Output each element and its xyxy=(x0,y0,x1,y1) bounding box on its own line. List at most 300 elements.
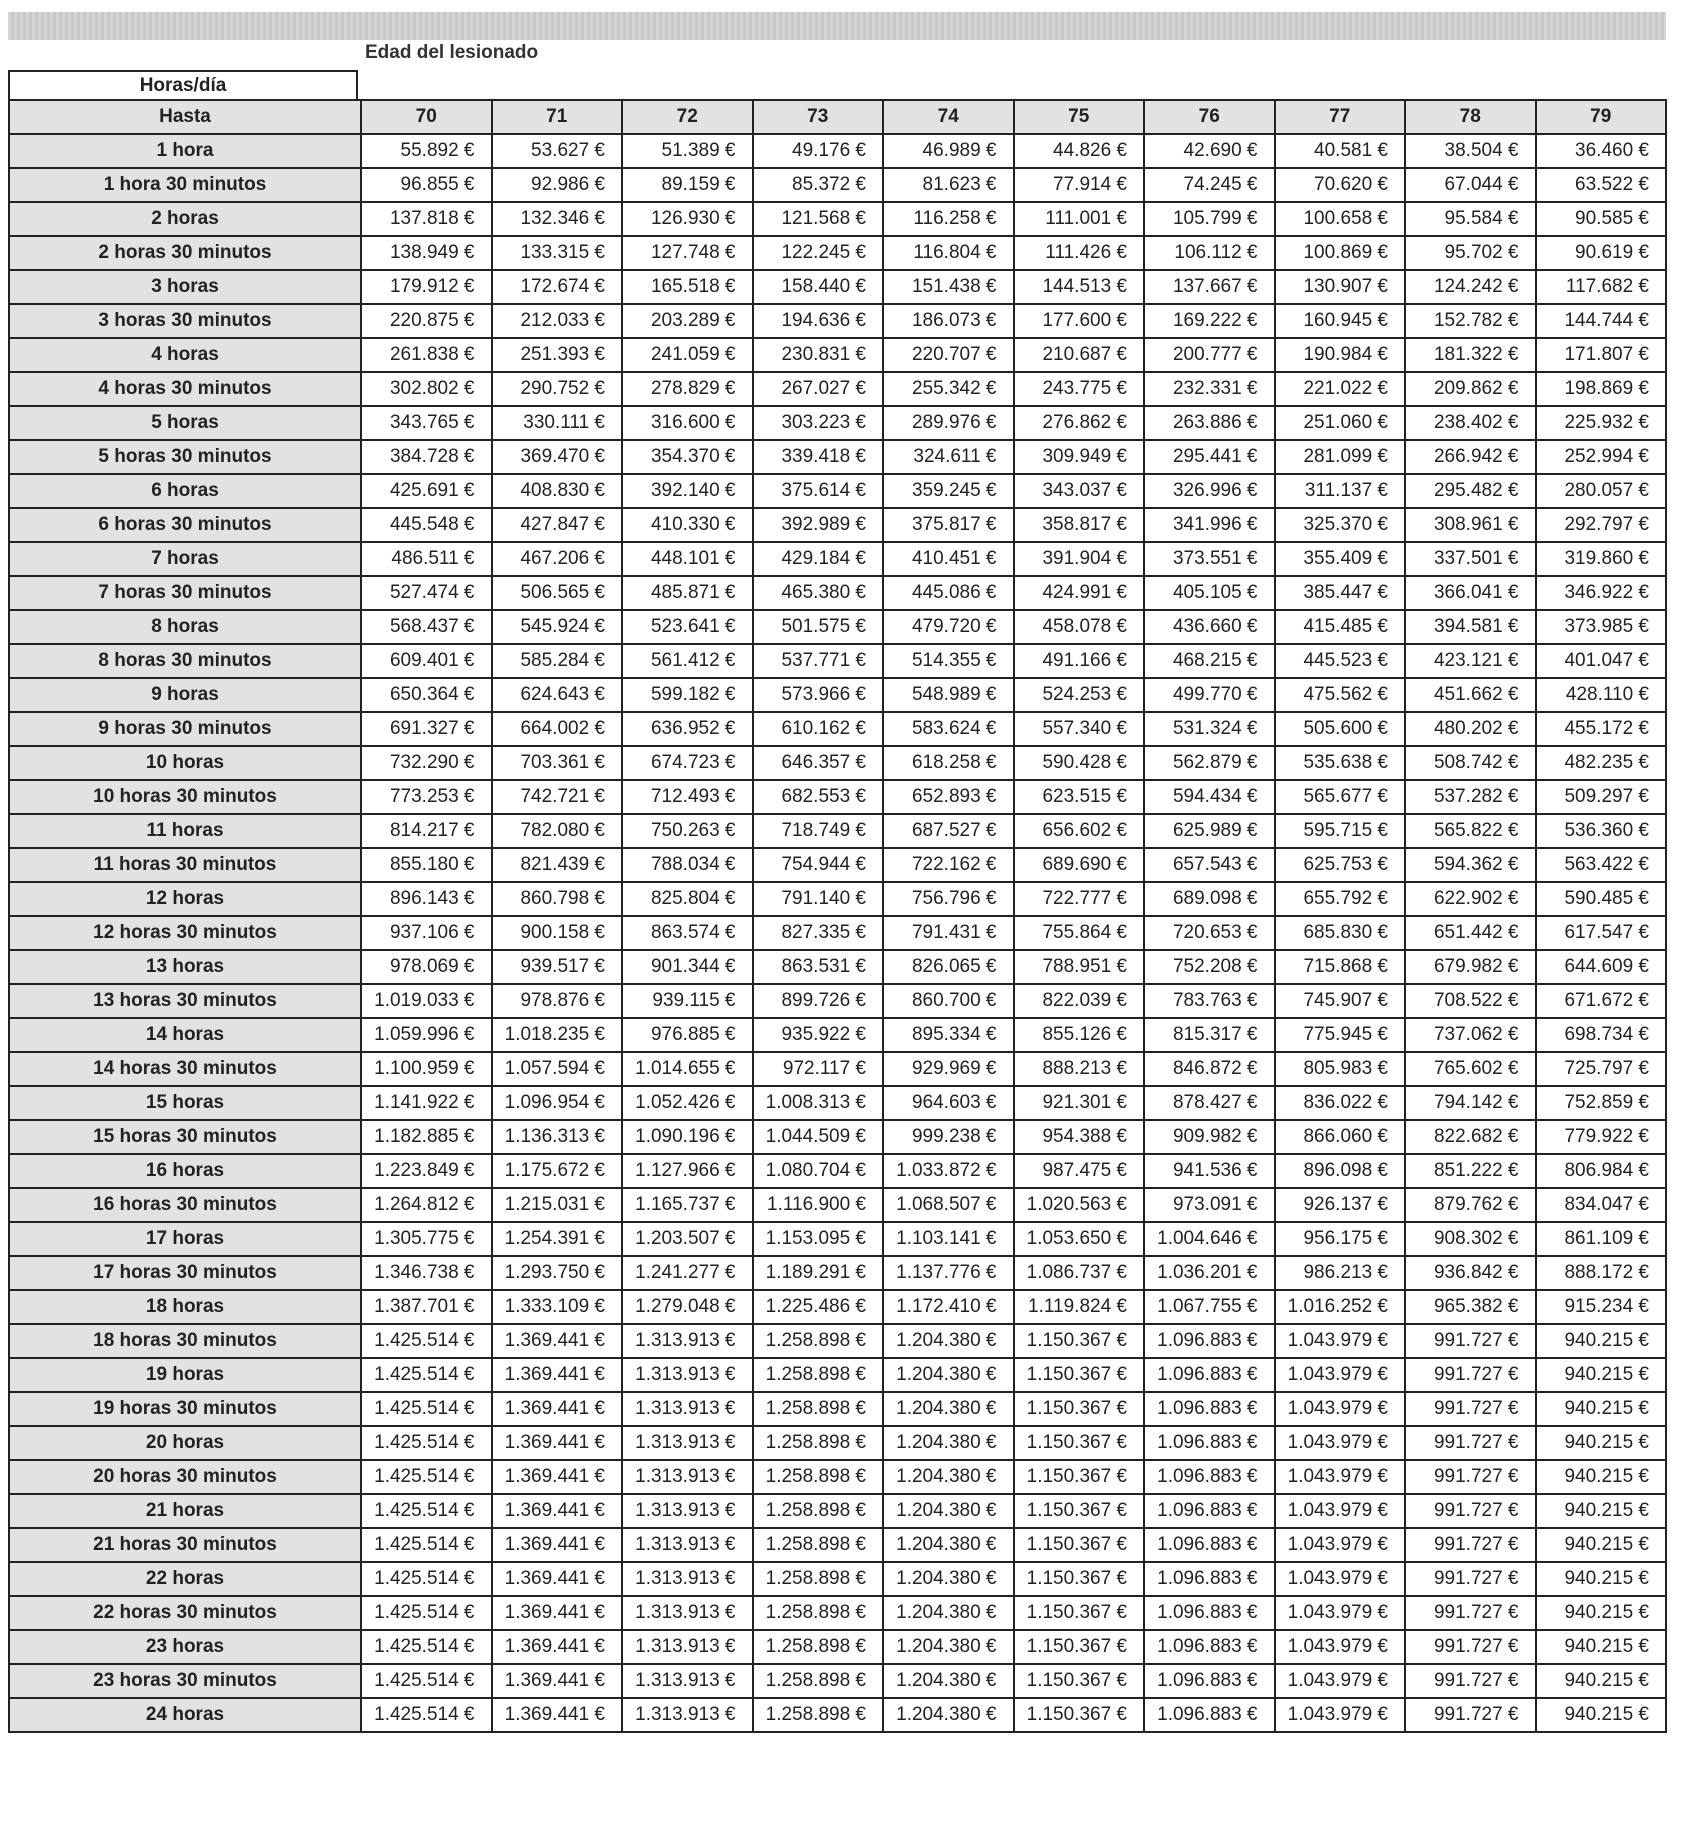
amount-cell: 712.493 € xyxy=(622,780,753,814)
amount-cell: 220.875 € xyxy=(361,304,492,338)
amount-cell: 1.425.514 € xyxy=(361,1392,492,1426)
amount-cell: 42.690 € xyxy=(1144,134,1275,168)
amount-cell: 1.150.367 € xyxy=(1014,1460,1145,1494)
amount-cell: 531.324 € xyxy=(1144,712,1275,746)
amount-cell: 445.523 € xyxy=(1275,644,1406,678)
table-row xyxy=(9,1630,1666,1664)
amount-cell: 221.022 € xyxy=(1275,372,1406,406)
table-row xyxy=(9,1086,1666,1120)
amount-cell: 1.150.367 € xyxy=(1014,1664,1145,1698)
amount-cell: 1.080.704 € xyxy=(753,1154,884,1188)
table-row xyxy=(9,712,1666,746)
amount-cell: 1.204.380 € xyxy=(883,1358,1014,1392)
amount-cell: 63.522 € xyxy=(1536,168,1667,202)
amount-cell: 46.989 € xyxy=(883,134,1014,168)
amount-cell: 1.036.201 € xyxy=(1144,1256,1275,1290)
amount-cell: 687.527 € xyxy=(883,814,1014,848)
amount-cell: 280.057 € xyxy=(1536,474,1667,508)
amount-cell: 391.904 € xyxy=(1014,542,1145,576)
amount-cell: 225.932 € xyxy=(1536,406,1667,440)
amount-cell: 491.166 € xyxy=(1014,644,1145,678)
amount-cell: 252.994 € xyxy=(1536,440,1667,474)
amount-cell: 1.043.979 € xyxy=(1275,1596,1406,1630)
amount-cell: 51.389 € xyxy=(622,134,753,168)
amount-cell: 261.838 € xyxy=(361,338,492,372)
amount-cell: 241.059 € xyxy=(622,338,753,372)
amount-cell: 1.258.898 € xyxy=(753,1358,884,1392)
amount-cell: 486.511 € xyxy=(361,542,492,576)
amount-cell: 1.189.291 € xyxy=(753,1256,884,1290)
amount-cell: 1.425.514 € xyxy=(361,1358,492,1392)
amount-cell: 940.215 € xyxy=(1536,1324,1667,1358)
amount-cell: 1.150.367 € xyxy=(1014,1324,1145,1358)
amount-cell: 860.700 € xyxy=(883,984,1014,1018)
amount-cell: 644.609 € xyxy=(1536,950,1667,984)
amount-cell: 815.317 € xyxy=(1144,1018,1275,1052)
amount-cell: 986.213 € xyxy=(1275,1256,1406,1290)
amount-cell: 1.103.141 € xyxy=(883,1222,1014,1256)
amount-cell: 708.522 € xyxy=(1405,984,1536,1018)
table-row xyxy=(9,440,1666,474)
amount-cell: 908.302 € xyxy=(1405,1222,1536,1256)
row-label: 21 horas xyxy=(9,1494,361,1528)
amount-cell: 991.727 € xyxy=(1405,1460,1536,1494)
amount-cell: 117.682 € xyxy=(1536,270,1667,304)
amount-cell: 410.451 € xyxy=(883,542,1014,576)
amount-cell: 689.098 € xyxy=(1144,882,1275,916)
amount-cell: 303.223 € xyxy=(753,406,884,440)
amount-cell: 674.723 € xyxy=(622,746,753,780)
amount-cell: 1.033.872 € xyxy=(883,1154,1014,1188)
amount-cell: 121.568 € xyxy=(753,202,884,236)
amount-cell: 292.797 € xyxy=(1536,508,1667,542)
amount-cell: 565.822 € xyxy=(1405,814,1536,848)
amount-cell: 754.944 € xyxy=(753,848,884,882)
amount-cell: 779.922 € xyxy=(1536,1120,1667,1154)
amount-cell: 133.315 € xyxy=(492,236,623,270)
amount-cell: 794.142 € xyxy=(1405,1086,1536,1120)
amount-cell: 220.707 € xyxy=(883,338,1014,372)
amount-cell: 1.043.979 € xyxy=(1275,1392,1406,1426)
amount-cell: 263.886 € xyxy=(1144,406,1275,440)
amount-cell: 158.440 € xyxy=(753,270,884,304)
amount-cell: 1.016.252 € xyxy=(1275,1290,1406,1324)
amount-cell: 1.425.514 € xyxy=(361,1698,492,1732)
amount-cell: 1.086.737 € xyxy=(1014,1256,1145,1290)
amount-cell: 940.215 € xyxy=(1536,1494,1667,1528)
row-label: 8 horas 30 minutos xyxy=(9,644,361,678)
amount-cell: 1.313.913 € xyxy=(622,1596,753,1630)
row-label: 9 horas xyxy=(9,678,361,712)
table-row xyxy=(9,1460,1666,1494)
table-row xyxy=(9,1698,1666,1732)
amount-cell: 940.215 € xyxy=(1536,1460,1667,1494)
table-row xyxy=(9,848,1666,882)
row-label: 11 horas xyxy=(9,814,361,848)
amount-cell: 561.412 € xyxy=(622,644,753,678)
amount-cell: 973.091 € xyxy=(1144,1188,1275,1222)
amount-cell: 501.575 € xyxy=(753,610,884,644)
age-header: 71 xyxy=(492,100,623,134)
amount-cell: 1.043.979 € xyxy=(1275,1630,1406,1664)
row-label: 11 horas 30 minutos xyxy=(9,848,361,882)
amount-cell: 791.431 € xyxy=(883,916,1014,950)
amount-cell: 122.245 € xyxy=(753,236,884,270)
amount-cell: 276.862 € xyxy=(1014,406,1145,440)
amount-cell: 92.986 € xyxy=(492,168,623,202)
amount-cell: 563.422 € xyxy=(1536,848,1667,882)
amount-cell: 742.721 € xyxy=(492,780,623,814)
amount-cell: 1.425.514 € xyxy=(361,1596,492,1630)
amount-cell: 1.119.824 € xyxy=(1014,1290,1145,1324)
amount-cell: 991.727 € xyxy=(1405,1426,1536,1460)
amount-cell: 1.333.109 € xyxy=(492,1290,623,1324)
amount-cell: 664.002 € xyxy=(492,712,623,746)
row-label: 22 horas xyxy=(9,1562,361,1596)
amount-cell: 1.241.277 € xyxy=(622,1256,753,1290)
amount-cell: 485.871 € xyxy=(622,576,753,610)
age-header: 70 xyxy=(361,100,492,134)
table-row xyxy=(9,1188,1666,1222)
amount-cell: 311.137 € xyxy=(1275,474,1406,508)
amount-cell: 826.065 € xyxy=(883,950,1014,984)
amount-cell: 90.585 € xyxy=(1536,202,1667,236)
amount-cell: 976.885 € xyxy=(622,1018,753,1052)
amount-cell: 1.096.883 € xyxy=(1144,1664,1275,1698)
amount-cell: 698.734 € xyxy=(1536,1018,1667,1052)
amount-cell: 499.770 € xyxy=(1144,678,1275,712)
amount-cell: 392.140 € xyxy=(622,474,753,508)
age-header: 72 xyxy=(622,100,753,134)
amount-cell: 1.057.594 € xyxy=(492,1052,623,1086)
amount-cell: 392.989 € xyxy=(753,508,884,542)
amount-cell: 863.574 € xyxy=(622,916,753,950)
amount-cell: 384.728 € xyxy=(361,440,492,474)
amount-cell: 1.425.514 € xyxy=(361,1494,492,1528)
amount-cell: 186.073 € xyxy=(883,304,1014,338)
header-band xyxy=(8,12,1666,40)
amount-cell: 49.176 € xyxy=(753,134,884,168)
amount-cell: 1.127.966 € xyxy=(622,1154,753,1188)
amount-cell: 1.425.514 € xyxy=(361,1630,492,1664)
amount-cell: 1.150.367 € xyxy=(1014,1698,1145,1732)
amount-cell: 346.922 € xyxy=(1536,576,1667,610)
amount-cell: 752.859 € xyxy=(1536,1086,1667,1120)
amount-cell: 1.014.655 € xyxy=(622,1052,753,1086)
amount-cell: 1.258.898 € xyxy=(753,1426,884,1460)
amount-cell: 822.682 € xyxy=(1405,1120,1536,1154)
amount-cell: 1.258.898 € xyxy=(753,1664,884,1698)
amount-cell: 991.727 € xyxy=(1405,1596,1536,1630)
amount-cell: 337.501 € xyxy=(1405,542,1536,576)
row-label: 2 horas xyxy=(9,202,361,236)
amount-cell: 1.425.514 € xyxy=(361,1528,492,1562)
amount-cell: 646.357 € xyxy=(753,746,884,780)
row-label: 23 horas 30 minutos xyxy=(9,1664,361,1698)
amount-cell: 509.297 € xyxy=(1536,780,1667,814)
amount-cell: 100.869 € xyxy=(1275,236,1406,270)
table-row xyxy=(9,168,1666,202)
row-label: 17 horas 30 minutos xyxy=(9,1256,361,1290)
amount-cell: 505.600 € xyxy=(1275,712,1406,746)
amount-cell: 755.864 € xyxy=(1014,916,1145,950)
amount-cell: 1.150.367 € xyxy=(1014,1358,1145,1392)
table-row xyxy=(9,236,1666,270)
row-label: 23 horas xyxy=(9,1630,361,1664)
amount-cell: 636.952 € xyxy=(622,712,753,746)
amount-cell: 85.372 € xyxy=(753,168,884,202)
amount-cell: 138.949 € xyxy=(361,236,492,270)
amount-cell: 1.204.380 € xyxy=(883,1630,1014,1664)
amount-cell: 308.961 € xyxy=(1405,508,1536,542)
row-label: 10 horas 30 minutos xyxy=(9,780,361,814)
amount-cell: 465.380 € xyxy=(753,576,884,610)
amount-cell: 1.369.441 € xyxy=(492,1528,623,1562)
amount-cell: 652.893 € xyxy=(883,780,1014,814)
table-row xyxy=(9,746,1666,780)
amount-cell: 991.727 € xyxy=(1405,1630,1536,1664)
amount-cell: 909.982 € xyxy=(1144,1120,1275,1154)
row-label: 13 horas 30 minutos xyxy=(9,984,361,1018)
table-row xyxy=(9,474,1666,508)
amount-cell: 1.043.979 € xyxy=(1275,1664,1406,1698)
amount-cell: 373.551 € xyxy=(1144,542,1275,576)
amount-cell: 172.674 € xyxy=(492,270,623,304)
amount-cell: 1.090.196 € xyxy=(622,1120,753,1154)
row-label: 10 horas xyxy=(9,746,361,780)
amount-cell: 805.983 € xyxy=(1275,1052,1406,1086)
amount-cell: 324.611 € xyxy=(883,440,1014,474)
amount-cell: 715.868 € xyxy=(1275,950,1406,984)
amount-cell: 165.518 € xyxy=(622,270,753,304)
amount-cell: 929.969 € xyxy=(883,1052,1014,1086)
amount-cell: 524.253 € xyxy=(1014,678,1145,712)
amount-cell: 448.101 € xyxy=(622,542,753,576)
table-row xyxy=(9,202,1666,236)
amount-cell: 1.204.380 € xyxy=(883,1596,1014,1630)
amount-cell: 1.116.900 € xyxy=(753,1188,884,1222)
amount-cell: 900.158 € xyxy=(492,916,623,950)
amount-cell: 991.727 € xyxy=(1405,1698,1536,1732)
amount-cell: 1.150.367 € xyxy=(1014,1392,1145,1426)
amount-cell: 1.096.883 € xyxy=(1144,1426,1275,1460)
amount-cell: 590.428 € xyxy=(1014,746,1145,780)
amount-cell: 722.777 € xyxy=(1014,882,1145,916)
amount-cell: 583.624 € xyxy=(883,712,1014,746)
table-row xyxy=(9,1324,1666,1358)
amount-cell: 775.945 € xyxy=(1275,1018,1406,1052)
amount-cell: 821.439 € xyxy=(492,848,623,882)
row-label: 16 horas 30 minutos xyxy=(9,1188,361,1222)
amount-cell: 752.208 € xyxy=(1144,950,1275,984)
amount-cell: 940.215 € xyxy=(1536,1528,1667,1562)
amount-cell: 1.254.391 € xyxy=(492,1222,623,1256)
amount-cell: 999.238 € xyxy=(883,1120,1014,1154)
amount-cell: 655.792 € xyxy=(1275,882,1406,916)
amount-cell: 251.393 € xyxy=(492,338,623,372)
amount-cell: 888.213 € xyxy=(1014,1052,1145,1086)
amount-cell: 169.222 € xyxy=(1144,304,1275,338)
amount-cell: 825.804 € xyxy=(622,882,753,916)
amount-cell: 475.562 € xyxy=(1275,678,1406,712)
amount-cell: 1.043.979 € xyxy=(1275,1460,1406,1494)
amount-cell: 1.043.979 € xyxy=(1275,1426,1406,1460)
amount-cell: 1.137.776 € xyxy=(883,1256,1014,1290)
amount-cell: 863.531 € xyxy=(753,950,884,984)
amount-cell: 458.078 € xyxy=(1014,610,1145,644)
amount-cell: 1.369.441 € xyxy=(492,1426,623,1460)
amount-cell: 1.313.913 € xyxy=(622,1664,753,1698)
amount-cell: 339.418 € xyxy=(753,440,884,474)
amount-cell: 895.334 € xyxy=(883,1018,1014,1052)
amount-cell: 537.771 € xyxy=(753,644,884,678)
table-row xyxy=(9,1426,1666,1460)
amount-cell: 127.748 € xyxy=(622,236,753,270)
amount-cell: 238.402 € xyxy=(1405,406,1536,440)
amount-cell: 394.581 € xyxy=(1405,610,1536,644)
age-header: 77 xyxy=(1275,100,1406,134)
amount-cell: 152.782 € xyxy=(1405,304,1536,338)
amount-cell: 77.914 € xyxy=(1014,168,1145,202)
amount-cell: 358.817 € xyxy=(1014,508,1145,542)
amount-cell: 70.620 € xyxy=(1275,168,1406,202)
amount-cell: 940.215 € xyxy=(1536,1562,1667,1596)
amount-cell: 972.117 € xyxy=(753,1052,884,1086)
amount-cell: 1.204.380 € xyxy=(883,1664,1014,1698)
amount-cell: 375.614 € xyxy=(753,474,884,508)
amount-cell: 595.715 € xyxy=(1275,814,1406,848)
amount-cell: 354.370 € xyxy=(622,440,753,474)
amount-cell: 343.037 € xyxy=(1014,474,1145,508)
amount-cell: 1.204.380 € xyxy=(883,1392,1014,1426)
amount-cell: 1.096.883 € xyxy=(1144,1494,1275,1528)
amount-cell: 940.215 € xyxy=(1536,1664,1667,1698)
amount-cell: 939.517 € xyxy=(492,950,623,984)
amount-cell: 879.762 € xyxy=(1405,1188,1536,1222)
table-row xyxy=(9,1018,1666,1052)
amount-cell: 55.892 € xyxy=(361,134,492,168)
amount-cell: 1.096.883 € xyxy=(1144,1528,1275,1562)
amount-cell: 1.258.898 € xyxy=(753,1324,884,1358)
amount-cell: 137.818 € xyxy=(361,202,492,236)
amount-cell: 590.485 € xyxy=(1536,882,1667,916)
age-header: 73 xyxy=(753,100,884,134)
amount-cell: 991.727 € xyxy=(1405,1494,1536,1528)
amount-cell: 827.335 € xyxy=(753,916,884,950)
amount-cell: 1.204.380 € xyxy=(883,1528,1014,1562)
corner-header: Hasta xyxy=(9,100,361,134)
amount-cell: 1.043.979 € xyxy=(1275,1562,1406,1596)
amount-cell: 565.677 € xyxy=(1275,780,1406,814)
amount-cell: 1.141.922 € xyxy=(361,1086,492,1120)
amount-cell: 940.215 € xyxy=(1536,1698,1667,1732)
amount-cell: 1.387.701 € xyxy=(361,1290,492,1324)
amount-cell: 1.313.913 € xyxy=(622,1698,753,1732)
amount-cell: 130.907 € xyxy=(1275,270,1406,304)
amount-cell: 289.976 € xyxy=(883,406,1014,440)
amount-cell: 625.989 € xyxy=(1144,814,1275,848)
amount-cell: 689.690 € xyxy=(1014,848,1145,882)
amount-cell: 1.223.849 € xyxy=(361,1154,492,1188)
amount-cell: 116.258 € xyxy=(883,202,1014,236)
amount-cell: 445.548 € xyxy=(361,508,492,542)
amount-cell: 806.984 € xyxy=(1536,1154,1667,1188)
amount-cell: 177.600 € xyxy=(1014,304,1145,338)
amount-cell: 732.290 € xyxy=(361,746,492,780)
amount-cell: 369.470 € xyxy=(492,440,623,474)
row-label: 2 horas 30 minutos xyxy=(9,236,361,270)
age-header: 75 xyxy=(1014,100,1145,134)
amount-cell: 251.060 € xyxy=(1275,406,1406,440)
amount-cell: 623.515 € xyxy=(1014,780,1145,814)
amount-cell: 243.775 € xyxy=(1014,372,1145,406)
amount-cell: 375.817 € xyxy=(883,508,1014,542)
amount-cell: 896.098 € xyxy=(1275,1154,1406,1188)
amount-cell: 1.305.775 € xyxy=(361,1222,492,1256)
amount-cell: 95.702 € xyxy=(1405,236,1536,270)
amount-cell: 940.215 € xyxy=(1536,1358,1667,1392)
amount-cell: 1.369.441 € xyxy=(492,1596,623,1630)
amount-cell: 355.409 € xyxy=(1275,542,1406,576)
amount-cell: 1.204.380 € xyxy=(883,1562,1014,1596)
table-row xyxy=(9,270,1666,304)
amount-cell: 656.602 € xyxy=(1014,814,1145,848)
row-label: 7 horas xyxy=(9,542,361,576)
row-label: 19 horas 30 minutos xyxy=(9,1392,361,1426)
amount-cell: 1.346.738 € xyxy=(361,1256,492,1290)
amount-cell: 765.602 € xyxy=(1405,1052,1536,1086)
row-label: 6 horas xyxy=(9,474,361,508)
table-row xyxy=(9,950,1666,984)
amount-cell: 1.204.380 € xyxy=(883,1426,1014,1460)
amount-cell: 1.136.313 € xyxy=(492,1120,623,1154)
table-row xyxy=(9,338,1666,372)
amount-cell: 81.623 € xyxy=(883,168,1014,202)
amount-cell: 1.425.514 € xyxy=(361,1460,492,1494)
table-row xyxy=(9,1528,1666,1562)
amount-cell: 203.289 € xyxy=(622,304,753,338)
amount-cell: 190.984 € xyxy=(1275,338,1406,372)
amount-cell: 137.667 € xyxy=(1144,270,1275,304)
amount-cell: 151.438 € xyxy=(883,270,1014,304)
table-row xyxy=(9,1596,1666,1630)
amount-cell: 1.313.913 € xyxy=(622,1460,753,1494)
amount-cell: 1.204.380 € xyxy=(883,1324,1014,1358)
amount-cell: 89.159 € xyxy=(622,168,753,202)
row-label: 4 horas 30 minutos xyxy=(9,372,361,406)
amount-cell: 267.027 € xyxy=(753,372,884,406)
amount-cell: 1.313.913 € xyxy=(622,1528,753,1562)
amount-cell: 468.215 € xyxy=(1144,644,1275,678)
amount-cell: 822.039 € xyxy=(1014,984,1145,1018)
amount-cell: 1.068.507 € xyxy=(883,1188,1014,1222)
amount-cell: 1.425.514 € xyxy=(361,1562,492,1596)
amount-cell: 1.096.883 € xyxy=(1144,1324,1275,1358)
row-label: 13 horas xyxy=(9,950,361,984)
amount-cell: 373.985 € xyxy=(1536,610,1667,644)
amount-cell: 940.215 € xyxy=(1536,1630,1667,1664)
amount-cell: 682.553 € xyxy=(753,780,884,814)
amount-cell: 401.047 € xyxy=(1536,644,1667,678)
amount-cell: 855.180 € xyxy=(361,848,492,882)
row-label: 22 horas 30 minutos xyxy=(9,1596,361,1630)
amount-cell: 860.798 € xyxy=(492,882,623,916)
age-header: 78 xyxy=(1405,100,1536,134)
amount-cell: 124.242 € xyxy=(1405,270,1536,304)
amount-cell: 67.044 € xyxy=(1405,168,1536,202)
amount-cell: 1.153.095 € xyxy=(753,1222,884,1256)
amount-cell: 935.922 € xyxy=(753,1018,884,1052)
